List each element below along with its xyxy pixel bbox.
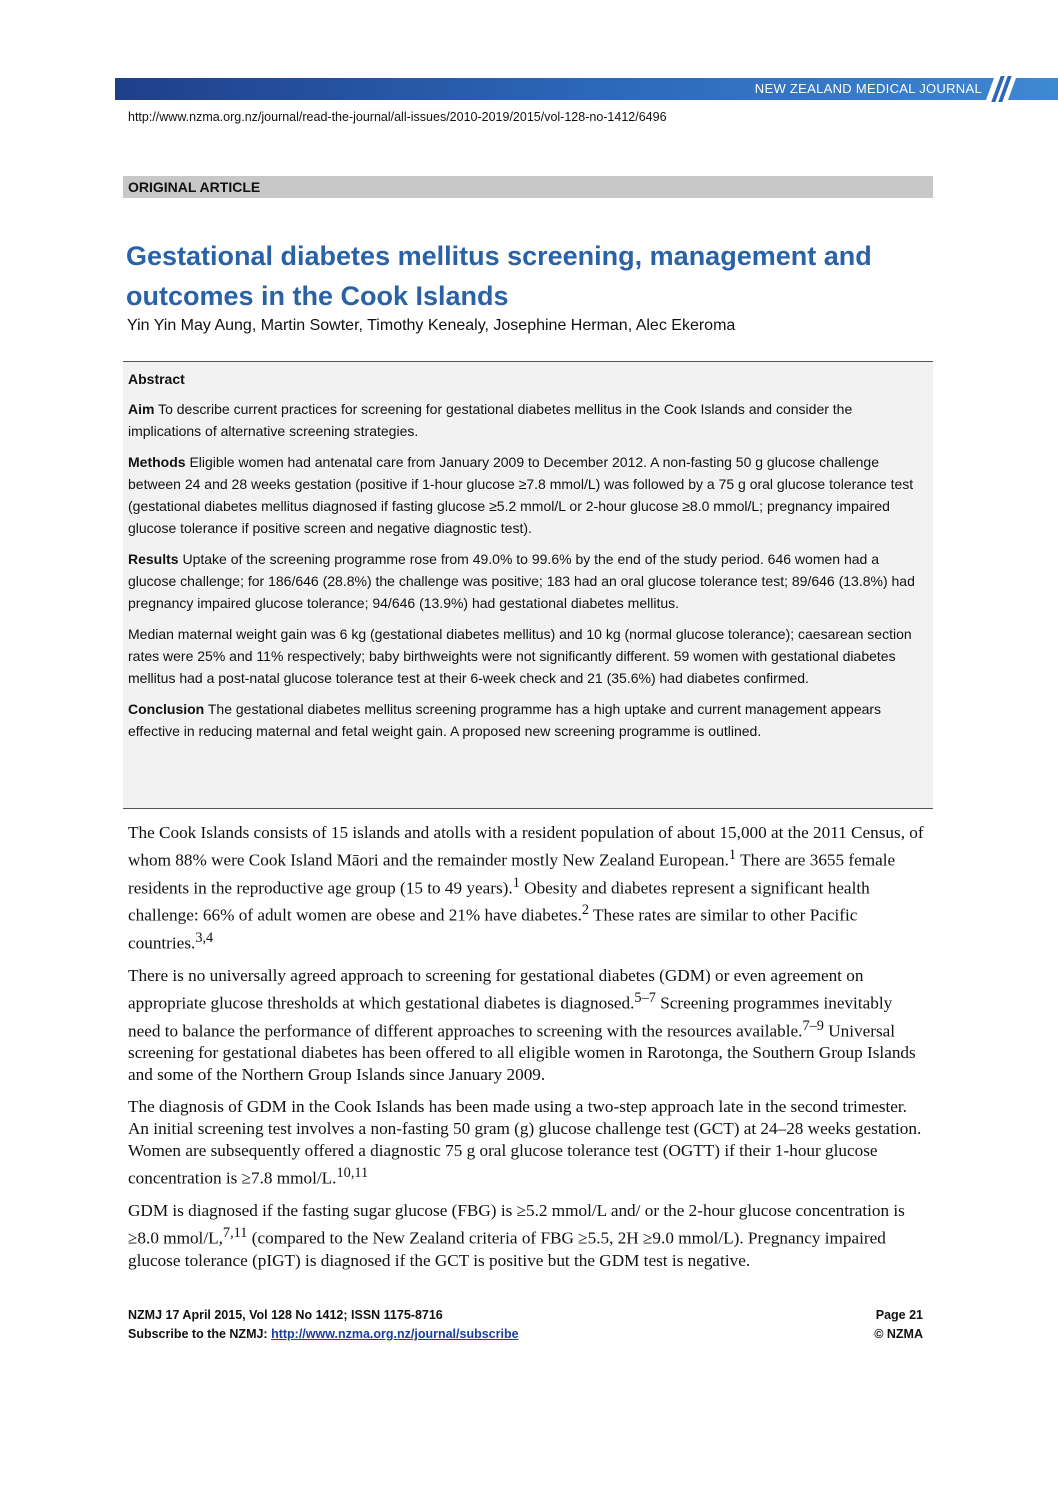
- text-run: GDM is diagnosed if the fasting sugar glucose (FBG) is ≥5.2 mmol/L and/ or the 2-hour glucose concentration is ≥8.0 mmol/L,: [128, 1201, 905, 1248]
- footer-right: [874, 1306, 923, 1344]
- text-run: Screening programmes inevitably need to balance the performance of different approaches to screening with the resources available.: [128, 993, 893, 1041]
- subscribe-prefix: Subscribe to the NZMJ:: [128, 1327, 272, 1341]
- body-paragraph: [128, 965, 928, 1086]
- reference-superscript: 2: [581, 902, 590, 919]
- abstract-results-continued: Median maternal weight gain was 6 kg (gestational diabetes mellitus) and 10 kg (normal glucose tolerance); caesarean section rates were 25% and 11% respectively; baby birthweights were not significantly different. 59 women with gestational diabetes mellitus had a post-natal glucose tolerance test at their 6-week check and 21 (35.6%) had diabetes confirmed.: [128, 626, 912, 686]
- results-label: Results: [128, 551, 179, 567]
- reference-superscript: 5–7: [634, 989, 656, 1006]
- footer-citation: NZMJ 17 April 2015, Vol 128 No 1412; ISSN 1175-8716: [128, 1308, 443, 1322]
- body-paragraph: [128, 1200, 928, 1272]
- conclusion-label: Conclusion: [128, 701, 205, 717]
- abstract-box: [123, 361, 933, 809]
- aim-label: Aim: [128, 401, 155, 417]
- text-run: (compared to the New Zealand criteria of FBG ≥5.5, 2H ≥9.0 mmol/L). Pregnancy impaired glucose tolerance (pIGT) is diagnosed if the GCT is positive but the GDM test is negative.: [128, 1228, 886, 1270]
- methods-label: Methods: [128, 454, 186, 470]
- abstract-results: [128, 548, 928, 614]
- banner-slash-mark: [985, 76, 1016, 102]
- reference-superscript: 1: [512, 874, 520, 891]
- text-run: Obesity and diabetes represent a significant health challenge: 66% of adult women are obese and 21% have diabetes.: [128, 878, 870, 926]
- abstract-aim: [128, 398, 928, 442]
- text-run: These rates are similar to other Pacific countries.: [128, 906, 858, 953]
- abstract-heading: Abstract: [128, 371, 185, 387]
- article-url[interactable]: http://www.nzma.org.nz/journal/read-the-journal/all-issues/2010-2019/2015/vol-128-no-1412/6496: [128, 110, 667, 124]
- abstract-conclusion: [128, 698, 928, 742]
- text-run: There is no universally agreed approach to screening for gestational diabetes (GDM) or even agreement on appropriate glucose thresholds at which gestational diabetes is diagnosed.: [128, 965, 864, 1013]
- footer-subscribe: [128, 1325, 923, 1344]
- reference-superscript: 7,11: [222, 1225, 248, 1242]
- reference-superscript: 3,4: [195, 930, 214, 947]
- results-text: Uptake of the screening programme rose from 49.0% to 99.6% by the end of the study period. 646 women had a glucose challenge; for 186/646 (28.8%) the challenge was positive; 183 had an oral glucose tolerance test; 89/646 (13.8%) had pregnancy impaired glucose tolerance; 94/646 (13.9%) had gestational diabetes mellitus.: [128, 551, 915, 611]
- body-paragraph: [128, 1096, 928, 1190]
- body-paragraph: [128, 822, 928, 955]
- text-run: Universal screening for gestational diabetes has been offered to all eligible women in Rarotonga, the Southern Group Islands and some of the Northern Group Islands since January 2009.: [128, 1021, 916, 1085]
- text-run: The diagnosis of GDM in the Cook Islands has been made using a two-step approach late in the second trimester. An initial screening test involves a non-fasting 50 gram (g) glucose challenge test (GCT) at 24–28 weeks gestation. Women are subsequently offered a diagnostic 75 g oral glucose tolerance test (OGTT) if their 1-hour glucose concentration is ≥7.8 mmol/L.: [128, 1097, 922, 1189]
- page-number: Page 21: [875, 1308, 923, 1322]
- page-footer: [128, 1306, 923, 1344]
- article-title: Gestational diabetes mellitus screening, management and outcomes in the Cook Islands: [126, 241, 872, 311]
- copyright: © NZMA: [874, 1327, 923, 1341]
- journal-banner: [115, 78, 1058, 100]
- author-list: Yin Yin May Aung, Martin Sowter, Timothy Kenealy, Josephine Herman, Alec Ekeroma: [127, 317, 736, 334]
- subscribe-link[interactable]: http://www.nzma.org.nz/journal/subscribe: [271, 1327, 519, 1341]
- text-run: There are 3655 female residents in the reproductive age group (15 to 49 years).: [128, 850, 896, 898]
- conclusion-text: The gestational diabetes mellitus screening programme has a high uptake and current management appears effective in reducing maternal and fetal weight gain. A proposed new screening programme is outlined.: [128, 701, 882, 739]
- reference-superscript: 1: [728, 847, 737, 863]
- methods-text: Eligible women had antenatal care from January 2009 to December 2012. A non-fasting 50 g glucose challenge between 24 and 28 weeks gestation (positive if 1-hour glucose ≥7.8 mmol/L) was followed by a 75 g oral glucose tolerance test (gestational diabetes mellitus diagnosed if fasting glucose ≥5.2 mmol/L or 2-hour glucose ≥8.0 mmol/L; pregnancy impaired glucose tolerance if positive screen and negative diagnostic test).: [128, 454, 914, 536]
- journal-name: NEW ZEALAND MEDICAL JOURNAL: [754, 81, 982, 96]
- reference-superscript: 10,11: [336, 1165, 369, 1182]
- text-run: The Cook Islands consists of 15 islands and atolls with a resident population of about 15,000 at the 2011 Census, of whom 88% were Cook Island Māori and the remainder mostly New Zealand European.: [128, 823, 924, 870]
- abstract-methods: [128, 451, 928, 539]
- aim-text: To describe current practices for screening for gestational diabetes mellitus in the Cook Islands and consider the implications of alternative screening strategies.: [128, 401, 853, 439]
- section-label: ORIGINAL ARTICLE: [123, 176, 933, 198]
- article-body: [128, 822, 928, 1282]
- reference-superscript: 7–9: [802, 1017, 824, 1034]
